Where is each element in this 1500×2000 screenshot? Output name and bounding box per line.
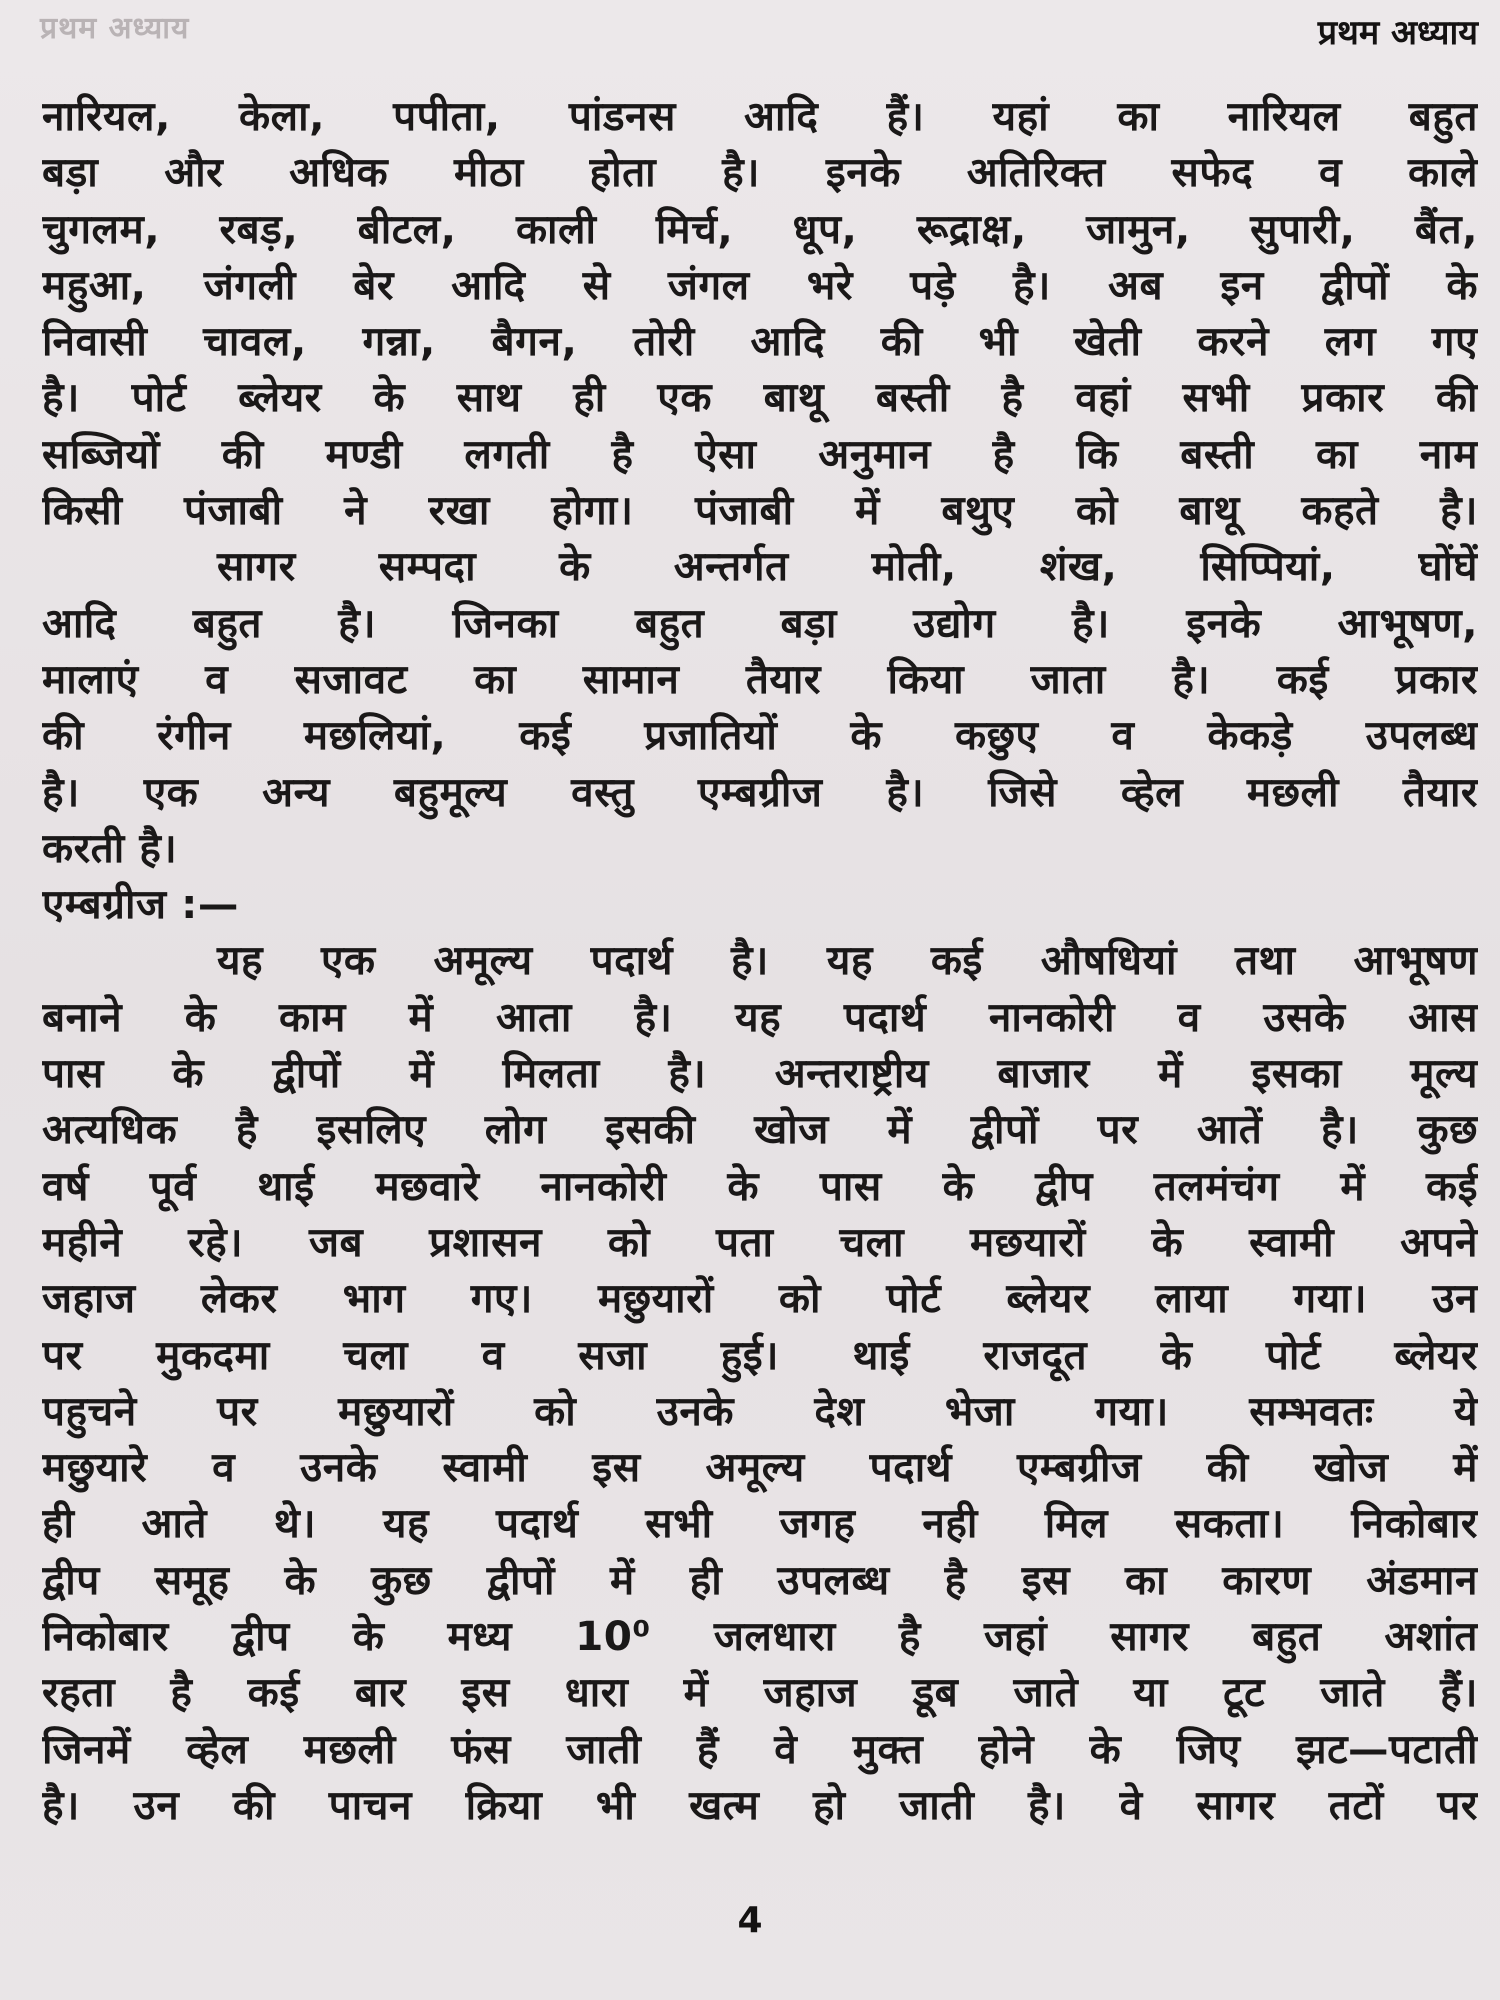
text-line: बड़ा और अधिक मीठा होता है। इनके अतिरिक्त सफेद व काले: [42, 148, 1478, 197]
chapter-title: प्रथम अध्याय: [1317, 13, 1478, 53]
text-line: है। पोर्ट ब्लेयर के साथ ही एक बाथू बस्ती है वहां सभी प्रकार की: [42, 373, 1478, 422]
faint-show-through-running-head: प्रथम अध्याय: [40, 11, 190, 46]
text-line: पहुचने पर मछुयारों को उनके देश भेजा गया। सम्भवतः ये: [42, 1386, 1478, 1435]
text-line: वर्ष पूर्व थाई मछवारे नानकोरी के पास के द्वीप तलमंचंग में कई: [42, 1161, 1478, 1210]
text-line: है। एक अन्य बहुमूल्य वस्तु एम्बग्रीज है। जिसे व्हेल मछली तैयार: [42, 767, 1478, 816]
text-line: जिनमें व्हेल मछली फंस जाती हैं वे मुक्त होने के जिए झट—पटाती: [42, 1724, 1478, 1773]
paragraph-end-line: करती है।: [42, 823, 178, 872]
text-line: महुआ, जंगली बेर आदि से जंगल भरे पड़े है। अब इन द्वीपों के: [42, 260, 1478, 309]
text-line: सब्जियों की मण्डी लगती है ऐसा अनुमान है कि बस्ती का नाम: [42, 429, 1478, 478]
text-line: महीने रहे। जब प्रशासन को पता चला मछयारों के स्वामी अपने: [42, 1217, 1478, 1266]
text-line: मछुयारे व उनके स्वामी इस अमूल्य पदार्थ एम्बग्रीज की खोज में: [42, 1443, 1478, 1492]
text-line: ही आते थे। यह पदार्थ सभी जगह नही मिल सकता। निकोबार: [42, 1499, 1478, 1548]
paragraph-start-line: यह एक अमूल्य पदार्थ है। यह कई औषधियां तथा आभूषण: [217, 936, 1478, 985]
page-number: 4: [737, 1900, 763, 1941]
text-line: बनाने के काम में आता है। यह पदार्थ नानकोरी व उसके आस: [42, 992, 1478, 1041]
text-line: नारियल, केला, पपीता, पांडनस आदि हैं। यहां का नारियल बहुत: [42, 92, 1478, 140]
text-line: द्वीप समूह के कुछ द्वीपों में ही उपलब्ध है इस का कारण अंडमान: [42, 1555, 1478, 1604]
text-line: है। उन की पाचन क्रिया भी खत्म हो जाती है। वे सागर तटों पर: [42, 1780, 1478, 1829]
text-line: रहता है कई बार इस धारा में जहाज डूब जाते या टूट जाते हैं।: [42, 1668, 1478, 1717]
paragraph-start-line: सागर सम्पदा के अन्तर्गत मोती, शंख, सिप्पियां, घोंघें: [217, 542, 1478, 591]
text-line: की रंगीन मछलियां, कई प्रजातियों के कछुए व केकड़े उपलब्ध: [42, 711, 1478, 760]
section-heading: एम्बग्रीज :—: [42, 880, 239, 929]
text-line: मालाएं व सजावट का सामान तैयार किया जाता है। कई प्रकार: [42, 654, 1478, 703]
text-line: अत्यधिक है इसलिए लोग इसकी खोज में द्वीपों पर आतें है। कुछ: [42, 1105, 1478, 1154]
text-line: पास के द्वीपों में मिलता है। अन्तराष्ट्रीय बाजार में इसका मूल्य: [42, 1049, 1478, 1098]
text-line: पर मुकदमा चला व सजा हुई। थाई राजदूत के पोर्ट ब्लेयर: [42, 1330, 1478, 1379]
text-line: किसी पंजाबी ने रखा होगा। पंजाबी में बथुए को बाथू कहते है।: [42, 486, 1478, 535]
text-line: निवासी चावल, गन्ना, बैगन, तोरी आदि की भी खेती करने लग गए: [42, 317, 1478, 366]
text-line: चुगलम, रबड़, बीटल, काली मिर्च, धूप, रूद्राक्ष, जामुन, सुपारी, बैंत,: [42, 204, 1478, 253]
text-line: आदि बहुत है। जिनका बहुत बड़ा उद्योग है। इनके आभूषण,: [42, 598, 1478, 647]
body-text: [42, 88, 1478, 1833]
text-line: जहाज लेकर भाग गए। मछुयारों को पोर्ट ब्लेयर लाया गया। उन: [42, 1274, 1478, 1323]
text-line: निकोबार द्वीप के मध्य 10⁰ जलधारा है जहां सागर बहुत अशांत: [42, 1612, 1478, 1661]
